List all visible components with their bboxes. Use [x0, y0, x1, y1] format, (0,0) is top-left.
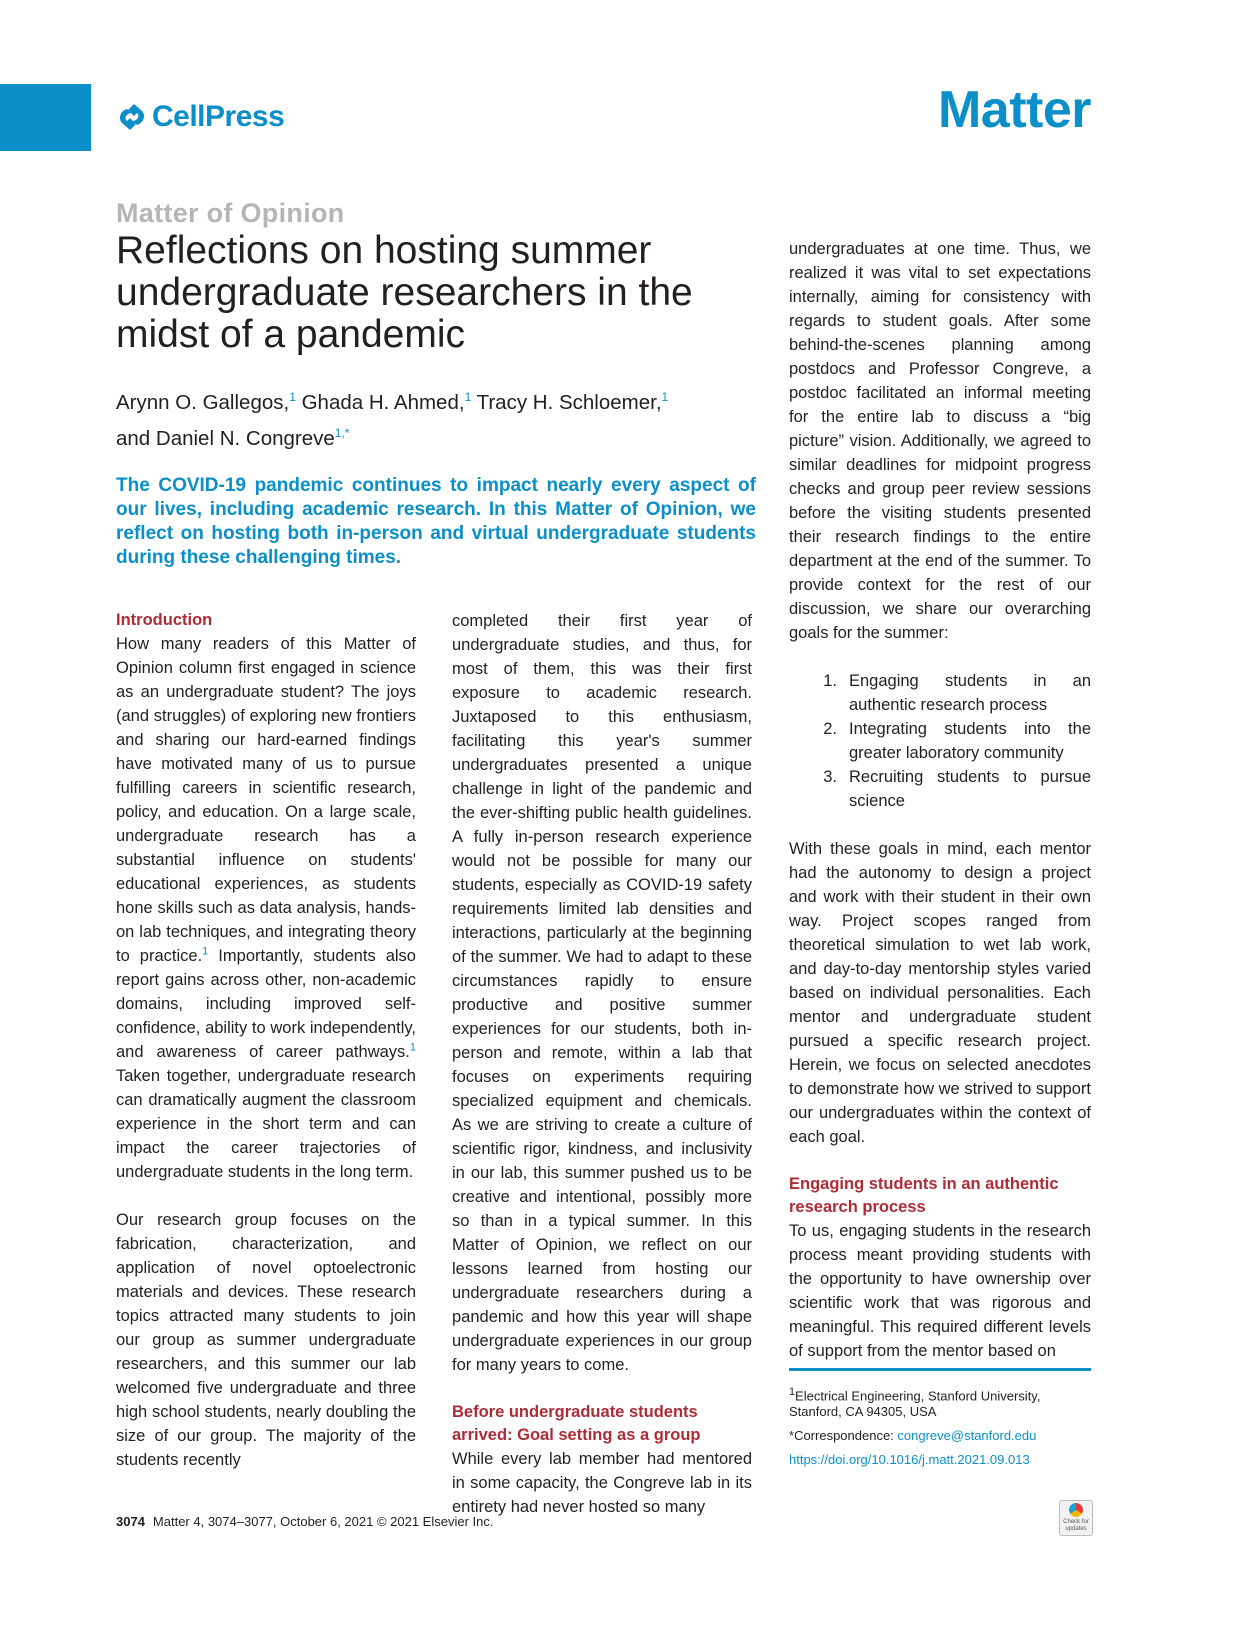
reference-link[interactable]: 1: [202, 945, 209, 958]
list-item: 3. Recruiting students to pursue science: [823, 768, 1091, 810]
paragraph: Our research group focuses on the fabrication, characterization, and application of novel optoelectronic materials and devices. These research topics attracted many students to join our group as summer undergraduate researchers, and this summer our lab welcomed five undergraduate and three high school students, nearly doubling the size of our group. The majority of the students recently: [116, 1211, 416, 1469]
author-list: [116, 382, 756, 454]
paragraph: While every lab member had mentored in some capacity, the Congreve lab in its entirety had never hosted so many: [452, 1450, 752, 1516]
crossmark-icon: [1069, 1503, 1083, 1517]
cellpress-icon: [116, 101, 148, 133]
affiliation-ref[interactable]: 1,*: [334, 425, 350, 440]
reference-link[interactable]: 1: [409, 1041, 416, 1054]
affiliation-note: $^1$Electrical Engineering, Stanford University, Stanford, CA 94305, USA: [789, 1386, 1041, 1420]
body-column-2: [452, 609, 752, 1543]
badge-label: Check for updates: [1063, 1519, 1089, 1532]
body-column-1: [116, 609, 416, 1496]
accent-block: [0, 84, 91, 151]
paragraph: undergraduates at one time. Thus, we realized it was vital to set expectations internally, aiming for consistency with regards to student goals. After some behind-the-scenes planning among postdocs and Professor Congreve, a postdoc facilitated an informal meeting for the entire lab to discuss a “big picture” vision. Additionally, we agreed to similar deadlines for midpoint progress checks and group peer review sessions before the visiting students presented their research findings to the entire department at the end of the summer. To provide context for the rest of our discussion, we share our overarching goals for the summer:: [789, 240, 1091, 642]
list-item: 2. Integrating students into the greater laboratory community: [823, 720, 1091, 762]
affiliation-ref[interactable]: 1: [289, 390, 296, 404]
doi-link[interactable]: https://doi.org/10.1016/j.matt.2021.09.013: [789, 1452, 1030, 1468]
check-for-updates-button[interactable]: [1059, 1500, 1093, 1536]
affiliation-ref[interactable]: 1: [464, 390, 472, 404]
paragraph: To us, engaging students in the research process meant providing students with the opportunity to have ownership over scientific work that was rigorous and meaningful. This required different levels of support from the mentor based on: [789, 1222, 1091, 1360]
author-name[interactable]: Tracy H. Schloemer,: [476, 390, 662, 414]
footnote-divider: [789, 1368, 1091, 1371]
section-heading-goal-setting: Before undergraduate students arrived: Goal setting as a group: [452, 1403, 701, 1444]
citation: Matter 4, 3074–3077, October 6, 2021 © 2021 Elsevier Inc.: [152, 1514, 494, 1529]
body-column-3: [789, 237, 1091, 1387]
affiliation-ref[interactable]: 1: [661, 390, 669, 404]
paragraph: With these goals in mind, each mentor had the autonomy to design a project and work with their student in their own way. Project scopes ranged from theoretical simulation to wet lab work, and day-to-day mentorship styles varied based on individual personalities. Each mentor and undergraduate student pursued a specific research project. Herein, we focus on selected anecdotes to demonstrate how we strived to support our undergraduates within the context of each goal.: [789, 840, 1091, 1146]
section-heading-introduction: Introduction: [116, 611, 213, 629]
journal-title[interactable]: Matter: [937, 81, 1091, 139]
author-name[interactable]: Arynn O. Gallegos,: [116, 390, 290, 414]
author-name[interactable]: Ghada H. Ahmed,: [301, 390, 465, 414]
goals-list: [789, 669, 1091, 813]
abstract: The COVID-19 pandemic continues to impact nearly every aspect of our lives, including academic research. In this Matter of Opinion, we reflect on hosting both in-person and virtual undergraduate students during these challenging times.: [116, 475, 756, 568]
paragraph: How many readers of this Matter of Opinion column first engaged in science as an undergraduate student? The joys (and struggles) of exploring new frontiers and sharing our hard-earned findings have motivated many of us to pursue fulfilling careers in scientific research, policy, and education. On a large scale, undergraduate research has a substantial influence on students' educational experiences, as students hone skills such as data analysis, hands-on lab techniques, and integrating theory to practice.$^1$ Importantly, students also report gains across other, non-academic domains, including improved self-confidence, ability to work independently, and awareness of career pathways.$^1$ Taken together, undergraduate research can dramatically augment the classroom experience in the short term and can impact the career trajectories of undergraduate students in the long term.: [116, 635, 416, 1181]
doi-note: [789, 1452, 1091, 1468]
page-footer: [116, 1514, 494, 1529]
list-item: 1. Engaging students in an authentic research process: [823, 672, 1091, 714]
footnotes: [789, 1384, 1091, 1476]
publisher-name: CellPress: [152, 100, 285, 133]
article-title: Reflections on hosting summer undergraduate researchers in the midst of a pandemic: [116, 229, 693, 356]
email-link[interactable]: congreve@stanford.edu: [897, 1428, 1037, 1444]
section-heading-engaging: Engaging students in an authentic research process: [789, 1175, 1059, 1216]
publisher-logo[interactable]: [116, 100, 284, 134]
page-number: 3074: [116, 1514, 145, 1529]
correspondence-note: *Correspondence: congreve@stanford.edu: [789, 1428, 1037, 1444]
author-name[interactable]: and Daniel N. Congreve: [116, 426, 335, 450]
paragraph: completed their first year of undergraduate studies, and thus, for most of them, this was their first exposure to academic research. Juxtaposed to this enthusiasm, facilitating this year's summer undergraduates presented a unique challenge in light of the pandemic and the ever-shifting public health guidelines. A fully in-person research experience would not be possible for many our students, especially as COVID-19 safety requirements limited lab densities and interactions, particularly at the beginning of the summer. We had to adapt to these circumstances rapidly to ensure productive and positive summer experiences for our students, both in-person and remote, within a lab that focuses on experiments requiring specialized equipment and chemicals. As we are striving to create a culture of scientific rigor, kindness, and inclusivity in our lab, this summer pushed us to be creative and intentional, possibly more so than in a typical summer. In this Matter of Opinion, we reflect on our lessons learned from hosting our undergraduate researchers during a pandemic and how this year will shape undergraduate experiences in our group for many years to come.: [452, 612, 752, 1374]
section-label: Matter of Opinion: [116, 198, 345, 228]
